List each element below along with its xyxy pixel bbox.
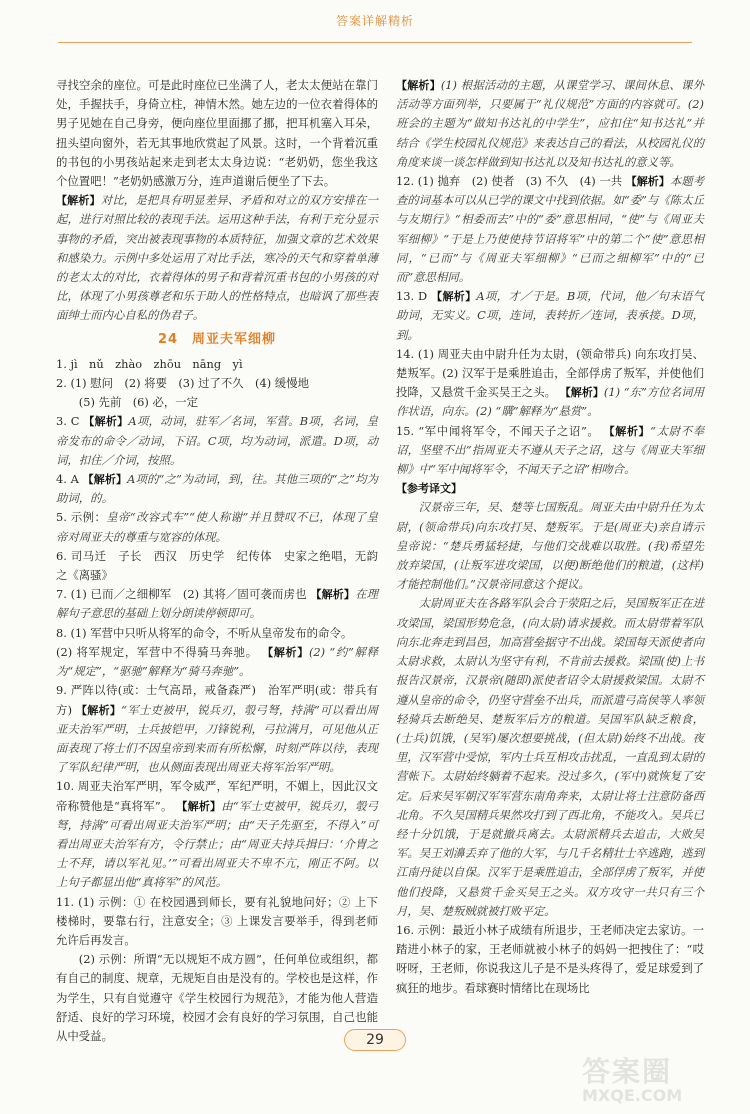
translation-heading: 【参考译文】 xyxy=(396,482,462,496)
answer-11: 11. (1) 示例：① 在校园遇到师长，要有礼貌地问好；② 上下楼梯时，要靠右行，注意安全；③ 上课发言要举手，得到老师允许后再发言。 xyxy=(56,894,378,947)
analysis-text: (2) “约”解释为“规定”，“驱驰”解释为“骑马奔驰”。 xyxy=(56,644,379,679)
page-number: 29 xyxy=(340,1027,410,1053)
answer-10 xyxy=(56,777,378,892)
analysis-text: 由“军士吏被甲，锐兵刃，彀弓弩，持满”可看出周亚夫治军严明；由“天子先驱至，不得入”可看出周亚夫治军有方，令行禁止；由“周亚夫持兵揖曰：‘介胄之士不拜，请以军礼见。’”可看出周亚夫不卑不亢，刚正不阿。以上句子都显出他“真将军”的风范。 xyxy=(56,798,379,890)
answer-text: 14. (1) 周亚夫由中尉升任为太尉，(领命带兵) 向东攻打吴、楚叛军。(2) 汉军于是乘胜追击，全部俘虏了叛军，并使他们投降，又悬赏千金买吴王之头。 xyxy=(396,346,704,400)
answer-4 xyxy=(56,470,378,508)
analysis-text: 在理解句子意思的基础上划分朗读停顿即可。 xyxy=(56,587,378,621)
analysis-tag: 【解析】 xyxy=(396,79,441,92)
section-title: 24 周亚夫军细柳 xyxy=(157,331,277,347)
paragraph: 寻找空余的座位。可是此时座位已坐满了人，老太太便站在靠门处，手握扶手，身倚立柱，神情木然。她左边的一位衣着得体的男子见她在自己身旁，便向座位里面挪了挪，把耳机塞入耳朵，扭头望向窗外，若无其事地欣赏起了风景。这时，一个背着沉重的书包的小男孩站起来走到老太太身边说：“老奶奶，您坐我这个位置吧！”老奶奶感激万分，连声道谢后便坐了下去。 xyxy=(56,78,378,189)
translation-paragraph: 汉景帝三年，吴、楚等七国叛乱。周亚夫由中尉升任为太尉，(领命带兵)向东攻打吴、楚叛军。于是(周亚夫)亲自请示皇帝说：“楚兵勇猛轻捷，与他们交战难以取胜。(我)希望先放弃梁国，(让叛军进攻梁国，以便)断绝他们的粮道，(这样)才能控制他们。”汉景帝同意这个提议。 xyxy=(396,500,704,592)
answer-text: 5. 示例： xyxy=(56,510,107,525)
answer-12 xyxy=(396,172,704,287)
analysis-text: 本题考查的词基本可以从已学的课文中找到依据。如“委”与《陈太丘与友期行》“相委而去”中的“委”意思相同，“使”与《周亚夫军细柳》“于是上乃使使持节诏将军”中的第二个“使”意思相同，“已而”与《周亚夫军细柳》“已而之细柳军”中的“已而”意思相同。 xyxy=(396,174,705,285)
watermark-logo xyxy=(582,1050,742,1110)
watermark-subtext: MXQE.COM xyxy=(582,1086,683,1105)
analysis-text: 皇帝“改容式车”“使人称谢”并且赞叹不已，体现了皇帝对周亚夫的尊重与宽容的体现。 xyxy=(56,510,378,544)
analysis-tag: 【解析】 xyxy=(76,703,122,717)
answer-9 xyxy=(56,681,378,777)
page-header xyxy=(0,10,750,29)
analysis-text: “太尉不奉诏，坚壁不出”指周亚夫不遵从天子之诏，这与《周亚夫军细柳》中“军中闻将军令，不闻天子之诏”相吻合。 xyxy=(396,423,705,477)
analysis-tag: 【解析】 xyxy=(310,588,356,602)
answer-8-cont xyxy=(56,643,378,681)
analysis-text: 对比，是把具有明显差异、矛盾和对立的双方安排在一起，进行对照比较的表现手法。运用这种手法，有利于充分显示事物的矛盾，突出被表现事物的本质特征，加强文章的艺术效果和感染力。示例中多处运用了对比手法，寒冷的天气和穿着单薄的老太太的对比，衣着得体的男子和背着沉重书包的小男孩的对比，体现了小男孩尊老和乐于助人的性格特点，也暗讽了那些表面绅士而内心自私的伪君子。 xyxy=(56,193,378,323)
analysis-tag: 【解析】 xyxy=(82,473,128,487)
answer-text: 15. “军中闻将军令，不闻天子之诏”。 xyxy=(396,423,600,438)
answer-text: (2) 将军规定，军营中不得骑马奔驰。 xyxy=(56,644,258,659)
header-title: 答案详解精析 xyxy=(335,14,414,28)
analysis-block xyxy=(56,191,378,325)
analysis-text: A项，动词，驻军／名词，军营。B项，名词，皇帝发布的命令／动词，下诏。C项，均为动词，派遣。D项，动词，扣住／介词，按照。 xyxy=(56,414,378,467)
analysis-text: “军士吏被甲，锐兵刃，彀弓弩，持满”可以看出周亚夫治军严明，士兵披铠甲，刀锋锐利，弓拉满月，可见他从正面表现了将士们不因皇帝到来而有所松懈，时刻严阵以待，表现了军队纪律严明，也从侧面表现出周亚夫将军治军严明。 xyxy=(56,702,379,775)
answer-2: 2. (1) 慰问 (2) 将要 (3) 过了不久 (4) 缓慢地 xyxy=(56,376,309,391)
answer-14 xyxy=(396,345,704,422)
answer-1: 1. jì nǔ zhào zhōu nāng yì xyxy=(56,356,243,371)
translation-paragraph: 太尉周亚夫在各路军队会合于荥阳之后，吴国叛军正在进攻梁国，梁国形势危急，(向太尉)请求援救。而太尉带着军队向东北奔走到昌邑，加高营垒据守不出战。梁国每天派使者向太尉求救，太尉认为坚守有利，不肯前去援救。梁国(使)上书报告汉景帝，汉景帝(随即)派使者诏令太尉援救梁国。太尉不遵从皇帝的命令，仍坚守营垒不出兵，而派遣弓高侯等人率领轻骑兵去断绝吴、楚叛军后方的粮道。吴国军队缺乏粮食，(士兵)饥饿，(吴军)屡次想要挑战，(但太尉)始终不出战。夜里，汉军营中受惊，军内士兵互相攻击扰乱，一直乱到太尉的营帐下。太尉始终躺着不起来。没过多久，(军中)就恢复了安定。后来吴军朝汉军军营东南角奔来，太尉让将士注意防备西北角。不久吴国精兵果然攻打到了西北角，不能攻入。吴兵已经十分饥饿，于是就撤兵离去。太尉派精兵去追击，大败吴军。吴王刘濞丢弃了他的大军，与几千名精壮士卒逃跑，逃到江南丹徒以自保。汉军于是乘胜追击，全部俘虏了叛军，并使他们投降，又悬赏千金买吴王之头。双方攻守一共只有三个月，吴、楚叛贼就被打败平定。 xyxy=(396,596,704,918)
analysis-tag: 【解析】 xyxy=(625,175,670,189)
answer-text: 12. (1) 抛弃 (2) 使者 (3) 不久 (4) 一共 xyxy=(396,174,623,189)
right-column xyxy=(396,76,704,998)
answer-text: 4. A xyxy=(56,472,79,487)
analysis-tag: 【解析】 xyxy=(262,645,309,659)
analysis-tag: 【解析】 xyxy=(56,194,101,208)
analysis-text: A项，才／于是。B项，代词，他／句末语气助词，无实义。C项，连词，表转折／连词，表承接。D项，到。 xyxy=(396,289,704,342)
watermark-text: 答案圈 xyxy=(582,1055,673,1088)
header-divider xyxy=(58,42,692,43)
answer-text: 10. 周亚夫治军严明，军令威严，军纪严明，不媚上，因此汉文帝称赞他是“真将军”。 xyxy=(56,779,378,813)
answer-3 xyxy=(56,412,378,470)
analysis-text: A项的“之”为动词，到，往。其他三项的“之”均为助词，的。 xyxy=(56,472,378,506)
left-column xyxy=(56,76,378,1046)
analysis-text: (1) 根据活动的主题，从课堂学习、课间休息、课外活动等方面列举，只要属于“礼仪规范”方面的内容就可。(2) 班会的主题为“做知书达礼的中学生”，应扣住“知书达礼”并结合《学生校园礼仪规范》来表达自己的看法，从校园礼仪的角度来谈一谈怎样做到知书达礼以及知书达礼的意义等。 xyxy=(396,78,704,169)
answer-15 xyxy=(396,422,704,480)
answer-text: 3. C xyxy=(56,414,80,429)
answer-16: 16. 示例：最近小林子成绩有所退步，王老师决定去家访。一踏进小林子的家，王老师就被小林子的妈妈一把拽住了：“哎呀呀，王老师，你说我这儿子是不是头疼得了，爱足球爱到了疯狂的地步。看球赛时情绪比在现场比 xyxy=(396,922,704,995)
answer-7 xyxy=(56,585,378,623)
answer-11-cont: (2) 示例：所谓“无以规矩不成方圆”，任何单位或组织，都有自己的制度、规章，无规矩自由是没有的。学校也是这样，作为学生，只有自觉遵守《学生校园行为规范》，才能为他人营造舒适、良好的学习环境，校园才会有良好的学习氛围，自己也能从中受益。 xyxy=(56,952,378,1043)
analysis-tag: 【解析】 xyxy=(559,386,604,400)
answer-text: 7. (1) 已而／之细柳军 (2) 其将／固可袭而虏也 xyxy=(56,587,307,602)
analysis-block xyxy=(396,76,704,172)
analysis-text: (1) “东”方位名词用作状语，向东。(2) “購”解释为“悬赏”。 xyxy=(396,385,704,419)
analysis-tag: 【解析】 xyxy=(431,290,477,304)
answer-text: 9. 严阵以待(或：士气高昂，戒备森严) 治军严明(或：带兵有方) xyxy=(56,683,378,717)
answer-2-cont: (5) 先前 (6) 必，一定 xyxy=(78,395,199,410)
analysis-tag: 【解析】 xyxy=(176,799,222,813)
answer-text: 13. D xyxy=(396,289,428,304)
analysis-tag: 【解析】 xyxy=(603,424,651,438)
answer-8: 8. (1) 军营中只听从将军的命令，不听从皇帝发布的命令。 xyxy=(56,625,353,640)
answer-6: 6. 司马迁 子长 西汉 历史学 纪传体 史家之绝唱，无韵之《离骚》 xyxy=(56,548,378,583)
answer-13 xyxy=(396,287,704,345)
answer-5 xyxy=(56,508,378,546)
analysis-tag: 【解析】 xyxy=(83,415,129,429)
